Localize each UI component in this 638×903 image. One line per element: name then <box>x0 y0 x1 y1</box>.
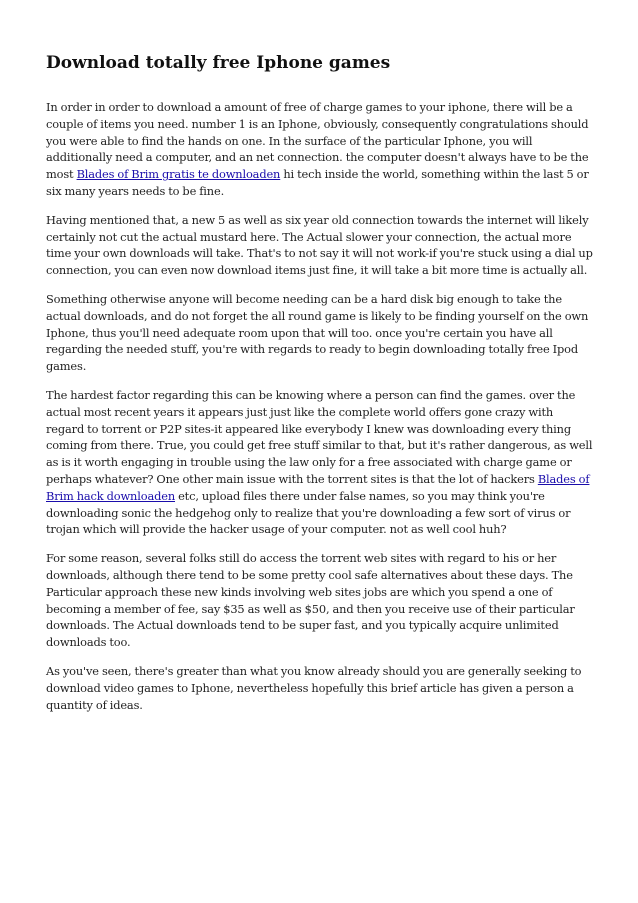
paragraph-4-text-after-link: etc, upload files there under false names, so you may think you're downloading sonic the hedgehog only to realize that you're downloading a few sort of virus or trojan which will provide the hacker usage of your computer. not as well cool huh? <box>46 488 571 537</box>
paragraph-4 <box>46 387 594 538</box>
document-page <box>46 53 594 725</box>
paragraph-4-text-before-link: The hardest factor regarding this can be knowing where a person can find the games. over the actual most recent years it appears just just like the complete world offers gone crazy with regard to torrent or P2P sites-it appeared like everybody I knew was downloading every thing coming from there. True, you could get free stuff similar to that, but it's rather dangerous, as well as is it worth engaging in trouble using the law only for a free associated with charge game or perhaps whatever? One other main issue with the torrent sites is that the lot of hackers <box>46 387 593 486</box>
paragraph-1 <box>46 99 594 200</box>
paragraph-3: Something otherwise anyone will become needing can be a hard disk big enough to take the actual downloads, and do not forget the all round game is likely to be finding yourself on the own Iphone, thus you'll need adequate room upon that will too. once you're certain you have all regarding the needed stuff, you're with regards to ready to begin downloading totally free Ipod games. <box>46 291 589 374</box>
paragraph-2: Having mentioned that, a new 5 as well as six year old connection towards the internet will likely certainly not cut the actual mustard here. The Actual slower your connection, the actual more time your own downloads will take. That's to not say it will not work-if you're stuck using a dial up connection, you can even now download items just fine, it will take a bit more time is actually all. <box>46 212 593 278</box>
paragraph-5: For some reason, several folks still do access the torrent web sites with regard to his or her downloads, although there tend to be some pretty cool safe alternatives about these days. The Particular approach these new kinds involving web sites jobs are which you spend a one of becoming a member of fee, say $35 as well as $50, and then you receive use of their particular downloads. The Actual downloads tend to be super fast, and you typically acquire unlimited downloads too. <box>46 551 575 650</box>
paragraph-1-text-after-link: hi tech inside the world, something within the last 5 or six many years needs to be fine. <box>46 167 589 198</box>
paragraph-6: As you've seen, there's greater than what you know already should you are generally seeking to download video games to Iphone, nevertheless hopefully this brief article has given a person a quantity of ideas. <box>46 663 582 712</box>
blades-of-brim-hack-link[interactable]: Blades of Brim hack downloaden <box>46 471 590 503</box>
blades-of-brim-gratis-link[interactable]: Blades of Brim gratis te downloaden <box>76 167 281 182</box>
document-title: Download totally free Iphone games <box>46 53 391 73</box>
paragraph-1-text-before-link: In order in order to download a amount of free of charge games to your iphone, there will be a couple of items you need. number 1 is an Iphone, obviously, consequently congratulations should you were able to find the hands on one. In the surface of the particular Iphone, you will additionally need a computer, and an net connection. the computer doesn't always have to be the most <box>46 100 589 182</box>
